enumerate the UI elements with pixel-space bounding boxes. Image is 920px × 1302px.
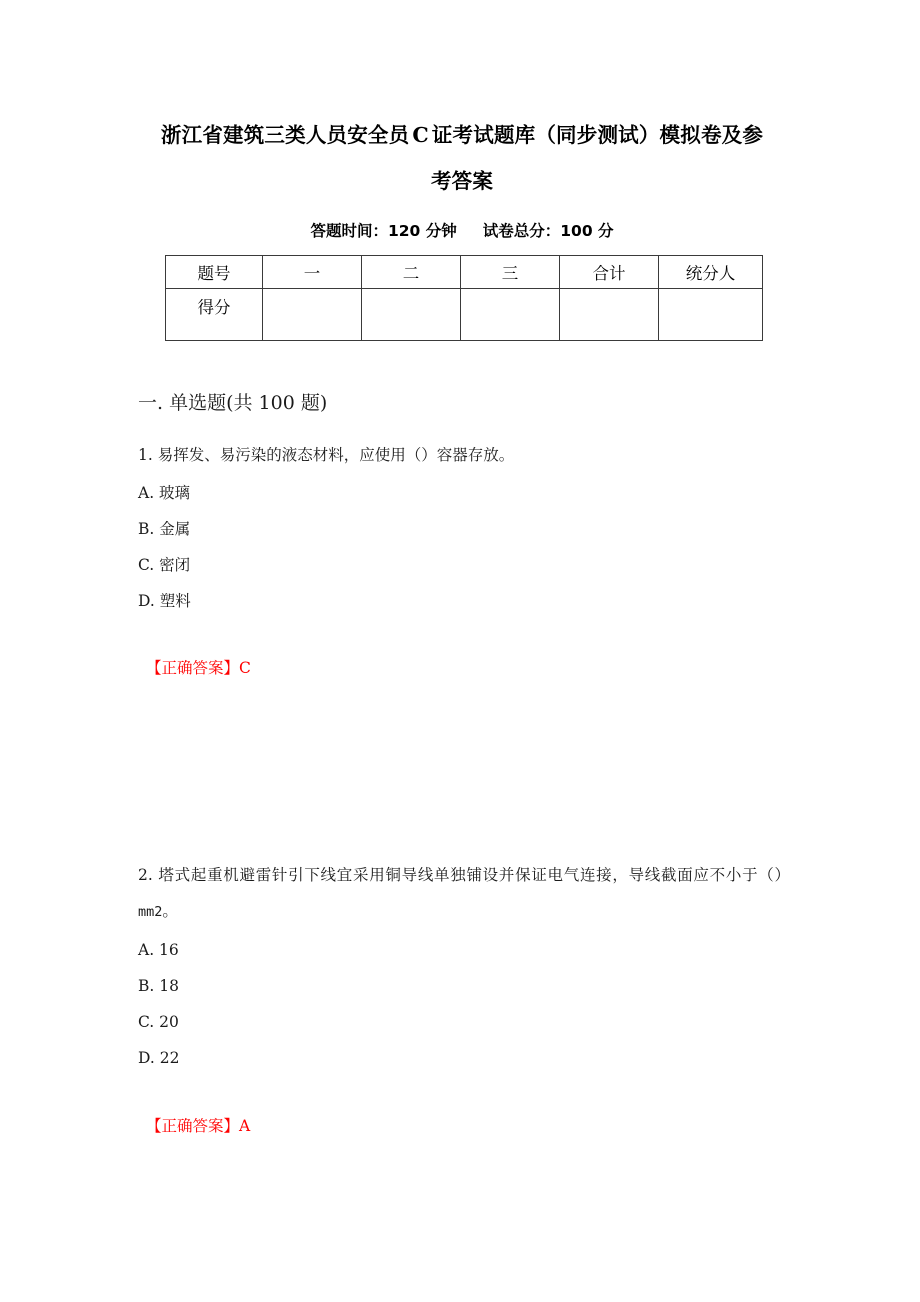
score-table-score-3 xyxy=(461,289,560,341)
correct-answer-1: 【正确答案】C xyxy=(146,659,251,677)
table-row xyxy=(166,256,763,289)
score-table-score-1 xyxy=(263,289,362,341)
exam-total-score-label: 试卷总分：100 分 xyxy=(482,222,614,240)
option-1-b[interactable]: B. 金属 xyxy=(138,520,191,538)
document-title xyxy=(138,112,786,204)
question-text-2-part2: 。 xyxy=(162,902,178,920)
question-block-1 xyxy=(138,437,790,619)
score-table-score-2 xyxy=(362,289,461,341)
exam-meta-line xyxy=(138,219,786,243)
table-row xyxy=(166,289,763,341)
question-options-1 xyxy=(138,475,790,619)
document-title-line1-part2: 证考试题库（同步测试）模拟卷及参 xyxy=(431,123,764,147)
option-2-b[interactable]: B. 18 xyxy=(138,977,179,995)
document-title-line1-part1: 浙江省建筑三类人员安全员 xyxy=(160,123,410,147)
option-2-d[interactable]: D. 22 xyxy=(138,1049,180,1067)
option-1-a[interactable]: A. 玻璃 xyxy=(138,484,191,502)
score-table-row-label: 题号 xyxy=(166,256,263,289)
question-text-2 xyxy=(138,857,790,930)
option-2-c[interactable]: C. 20 xyxy=(138,1013,179,1031)
question-options-2 xyxy=(138,932,790,1076)
document-title-line2: 考答案 xyxy=(430,169,494,193)
score-table-cell-scorer: 统分人 xyxy=(659,256,763,289)
score-table-score-total xyxy=(560,289,659,341)
score-table-score-scorer xyxy=(659,289,763,341)
exam-time-label: 答题时间：120 分钟 xyxy=(310,222,457,240)
question-text-1: 1. 易挥发、易污染的液态材料，应使用（）容器存放。 xyxy=(138,446,515,464)
score-table-cell-total: 合计 xyxy=(560,256,659,289)
option-1-c[interactable]: C. 密闭 xyxy=(138,556,191,574)
score-table-row-label-score: 得分 xyxy=(166,289,263,341)
score-table-cell-section-3: 三 xyxy=(461,256,560,289)
score-table xyxy=(165,255,763,341)
question-block-2 xyxy=(138,857,790,1076)
section-heading-single-choice: 一. 单选题(共 100 题) xyxy=(138,392,328,414)
option-2-a[interactable]: A. 16 xyxy=(138,941,179,959)
document-title-certificate-letter: C xyxy=(412,123,429,147)
question-text-2-unit: mm2 xyxy=(138,904,163,920)
score-table-cell-section-1: 一 xyxy=(263,256,362,289)
option-1-d[interactable]: D. 塑料 xyxy=(138,592,191,610)
score-table-cell-section-2: 二 xyxy=(362,256,461,289)
correct-answer-2: 【正确答案】A xyxy=(146,1117,251,1135)
question-text-2-part1: 2. 塔式起重机避雷针引下线宜采用铜导线单独铺设并保证电气连接，导线截面应不小于（） xyxy=(138,866,790,884)
